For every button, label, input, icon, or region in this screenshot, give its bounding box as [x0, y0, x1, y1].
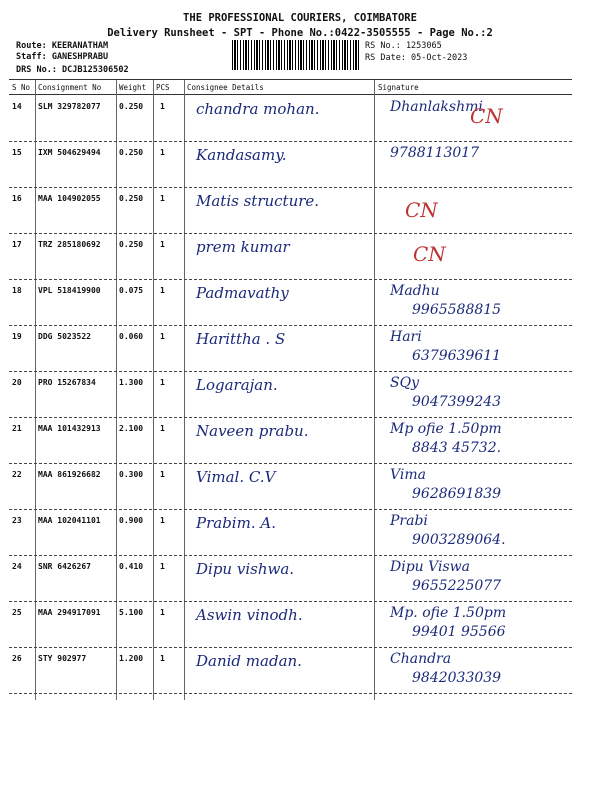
row-consignment-no: IXM 504629494 [38, 148, 101, 157]
row-consignee-name: Padmavathy [196, 284, 289, 302]
cn-mark: CN [413, 242, 446, 266]
row-consignee-name: Matis structure. [196, 192, 320, 210]
doc-title: THE PROFESSIONAL COURIERS, COIMBATORE [183, 12, 417, 24]
row-signature-phone: 8843 45732. [412, 440, 502, 456]
row-weight: 0.060 [119, 332, 144, 341]
row-consignee-name: Dipu vishwa. [196, 560, 295, 578]
row-consignee-name: Prabim. A. [196, 514, 276, 532]
row-consignee-name: Naveen prabu. [196, 422, 309, 440]
row-consignee-name: Vimal. C.V [196, 468, 276, 486]
row-signature-phone: 9047399243 [412, 394, 502, 410]
row-weight: 1.200 [119, 654, 144, 663]
row-consignment-no: DDG 5023522 [38, 332, 91, 341]
row-consignee-name: chandra mohan. [196, 100, 320, 118]
header-top-rule [9, 79, 572, 80]
row-pcs: 1 [160, 654, 165, 663]
row-signature: Dipu Viswa [390, 559, 470, 575]
row-divider [9, 371, 572, 372]
row-consignment-no: STY 902977 [38, 654, 87, 663]
row-divider [9, 279, 572, 280]
col-divider [153, 80, 154, 700]
row-consignment-no: MAA 102041101 [38, 516, 101, 525]
row-signature: Mp ofie 1.50pm [390, 421, 502, 437]
row-consignment-no: SNR 6426267 [38, 562, 91, 571]
row-divider [9, 187, 572, 188]
row-signature: SQy [390, 375, 419, 391]
row-sno: 21 [12, 424, 22, 433]
row-signature: Dhanlakshmi [390, 99, 483, 115]
row-divider [9, 647, 572, 648]
col-divider [184, 80, 185, 700]
row-consignee-name: Danid madan. [196, 652, 302, 670]
col-weight: Weight [119, 83, 147, 92]
row-divider [9, 325, 572, 326]
row-divider [9, 233, 572, 234]
row-consignment-no: TRZ 285180692 [38, 240, 101, 249]
row-consignee-name: Harittha . S [196, 330, 286, 348]
row-weight: 0.900 [119, 516, 144, 525]
row-consignee-name: Logarajan. [196, 376, 278, 394]
cn-mark: CN [470, 104, 503, 128]
row-sno: 19 [12, 332, 22, 341]
row-consignment-no: MAA 104902055 [38, 194, 101, 203]
row-signature: Vima [390, 467, 426, 483]
row-signature-phone: 99401 95566 [412, 624, 506, 640]
header-bottom-rule [9, 94, 572, 95]
row-sno: 26 [12, 654, 22, 663]
row-signature: Mp. ofie 1.50pm [390, 605, 507, 621]
row-consignee-name: prem kumar [196, 238, 290, 256]
route: Route: KEERANATHAM [16, 41, 109, 51]
cn-mark: CN [405, 198, 438, 222]
row-signature: Madhu [390, 283, 440, 299]
row-pcs: 1 [160, 424, 165, 433]
row-consignment-no: MAA 861926682 [38, 470, 101, 479]
row-sno: 16 [12, 194, 22, 203]
row-pcs: 1 [160, 562, 165, 571]
row-sno: 23 [12, 516, 22, 525]
row-weight: 0.300 [119, 470, 144, 479]
row-consignment-no: MAA 294917091 [38, 608, 101, 617]
row-pcs: 1 [160, 378, 165, 387]
col-pcs: PCS [156, 83, 170, 92]
row-weight: 0.250 [119, 102, 144, 111]
row-signature-phone: 9628691839 [412, 486, 502, 502]
col-consignment: Consignment No [38, 83, 102, 92]
drs-number: DRS No.: DCJB125306502 [16, 65, 129, 75]
row-consignee-name: Aswin vinodh. [196, 606, 303, 624]
row-sno: 24 [12, 562, 22, 571]
row-pcs: 1 [160, 608, 165, 617]
col-signature: Signature [378, 83, 419, 92]
row-weight: 0.075 [119, 286, 144, 295]
row-divider [9, 693, 572, 694]
row-pcs: 1 [160, 332, 165, 341]
row-consignee-name: Kandasamy. [196, 146, 287, 164]
rs-number: RS No.: 1253065 [365, 41, 442, 51]
row-sno: 17 [12, 240, 22, 249]
col-divider [35, 80, 36, 700]
row-weight: 0.250 [119, 240, 144, 249]
row-pcs: 1 [160, 470, 165, 479]
row-consignment-no: VPL 518419900 [38, 286, 101, 295]
row-signature: Prabi [390, 513, 428, 529]
row-consignment-no: PRO 15267834 [38, 378, 96, 387]
row-signature-phone: 9003289064. [412, 532, 506, 548]
row-pcs: 1 [160, 148, 165, 157]
row-sno: 18 [12, 286, 22, 295]
row-divider [9, 417, 572, 418]
row-weight: 2.100 [119, 424, 144, 433]
row-pcs: 1 [160, 240, 165, 249]
row-sno: 22 [12, 470, 22, 479]
row-sno: 25 [12, 608, 22, 617]
col-divider [116, 80, 117, 700]
row-signature-phone: 9842033039 [412, 670, 502, 686]
col-divider [374, 80, 375, 700]
row-signature: 9788113017 [390, 145, 480, 161]
col-consignee: Consignee Details [187, 83, 264, 92]
row-sno: 20 [12, 378, 22, 387]
row-consignment-no: MAA 101432913 [38, 424, 101, 433]
row-divider [9, 141, 572, 142]
row-signature-phone: 6379639611 [412, 348, 502, 364]
row-pcs: 1 [160, 286, 165, 295]
row-weight: 1.300 [119, 378, 144, 387]
row-divider [9, 555, 572, 556]
row-pcs: 1 [160, 516, 165, 525]
row-sno: 14 [12, 102, 22, 111]
rs-date: RS Date: 05-Oct-2023 [365, 53, 468, 63]
row-sno: 15 [12, 148, 22, 157]
row-weight: 0.410 [119, 562, 144, 571]
doc-subtitle: Delivery Runsheet - SPT - Phone No.:0422-3505555 - Page No.:2 [107, 27, 493, 39]
row-pcs: 1 [160, 102, 165, 111]
row-weight: 0.250 [119, 148, 144, 157]
barcode [232, 40, 360, 70]
row-weight: 0.250 [119, 194, 144, 203]
col-sno: S No [12, 83, 31, 92]
row-pcs: 1 [160, 194, 165, 203]
row-divider [9, 509, 572, 510]
row-signature-phone: 9965588815 [412, 302, 502, 318]
row-divider [9, 601, 572, 602]
row-signature: Chandra [390, 651, 452, 667]
staff: Staff: GANESHPRABU [16, 52, 109, 62]
row-signature: Hari [390, 329, 422, 345]
row-consignment-no: SLM 329782077 [38, 102, 101, 111]
row-divider [9, 463, 572, 464]
row-weight: 5.100 [119, 608, 144, 617]
row-signature-phone: 9655225077 [412, 578, 502, 594]
